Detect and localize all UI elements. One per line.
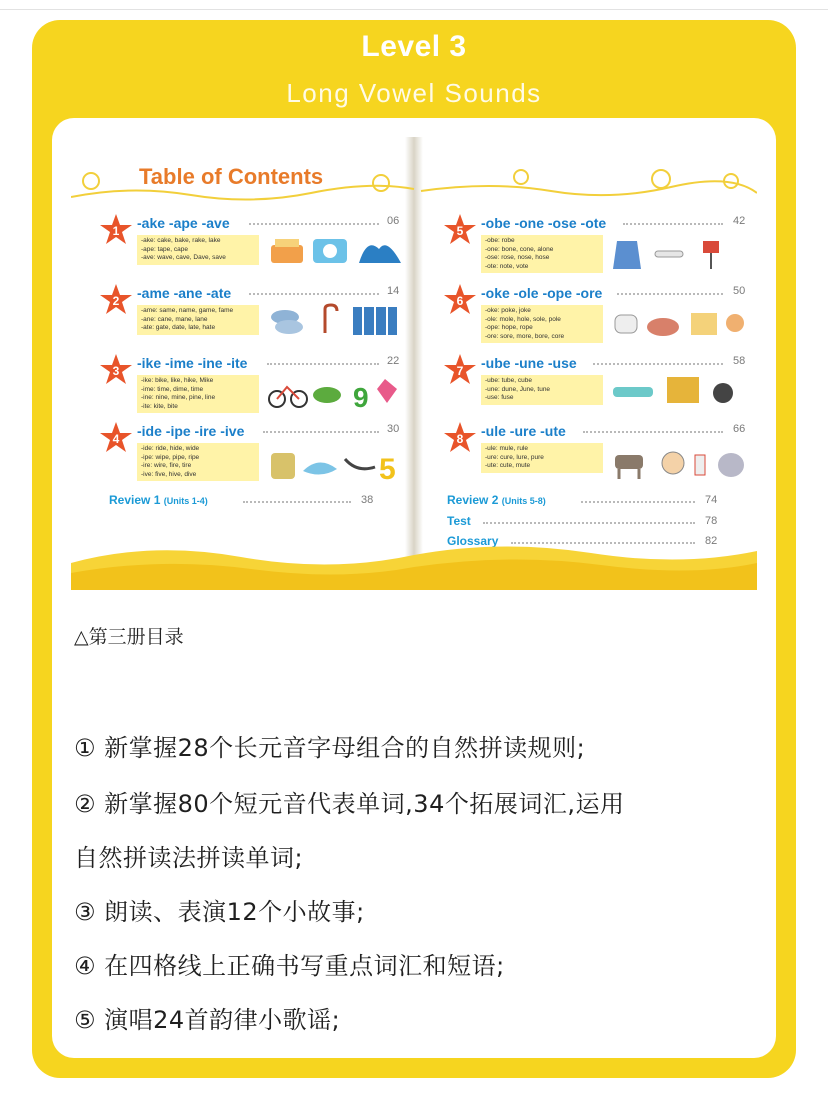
unit-star-icon — [443, 283, 477, 317]
word-box — [137, 375, 259, 413]
illustration-poke-mole-hope-sore — [611, 307, 751, 341]
goal-item-4: ④ 在四格线上正确书写重点词汇和短语; — [74, 952, 505, 980]
decorative-bottom-wave — [71, 537, 757, 590]
unit-number: 5 — [456, 224, 464, 238]
svg-text:5: 5 — [379, 453, 396, 481]
goal-item-2-continued: 自然拼读法拼读单词; — [74, 844, 304, 872]
unit-star-icon — [443, 213, 477, 247]
illustration-robe-bone-note — [611, 237, 751, 271]
word-line: -ive: five, hive, dive — [141, 470, 197, 478]
glossary-label: Glossary — [447, 534, 499, 548]
page-number: 38 — [361, 494, 374, 506]
word-box — [137, 235, 259, 265]
page-number: 78 — [705, 515, 718, 527]
page-number: 50 — [733, 285, 746, 297]
leader-dots — [581, 501, 695, 503]
leader-dots — [623, 223, 723, 225]
unit-number: 2 — [112, 294, 120, 308]
word-line: -ose: rose, nose, hose — [485, 254, 550, 261]
word-line: -ole: mole, hole, sole, pole — [485, 315, 561, 323]
unit-heading: -ike -ime -ine -ite — [137, 355, 248, 371]
page-number: 58 — [733, 355, 746, 367]
page-number: 14 — [387, 285, 400, 297]
unit-number: 1 — [112, 224, 120, 238]
top-divider — [0, 9, 828, 10]
word-line: -une: dune, June, tune — [485, 385, 551, 393]
page-number: 74 — [705, 494, 718, 506]
review-1 — [109, 493, 208, 507]
unit-heading: -ake -ape -ave — [137, 215, 230, 231]
goal-item-2: ② 新掌握80个短元音代表单词,34个拓展词汇,运用 — [74, 790, 625, 818]
level-subtitle: Long Vowel Sounds — [286, 78, 542, 108]
word-line: -ide: ride, hide, wide — [141, 445, 200, 452]
unit-star-icon — [443, 353, 477, 387]
word-line: -ime: time, dime, time — [141, 385, 204, 393]
word-line: -ope: hope, rope — [485, 324, 533, 331]
illustration-hide-wipe-wire-five — [267, 447, 407, 481]
word-box — [481, 443, 603, 473]
illustration-fish-cane-gate — [267, 303, 407, 337]
leader-dots — [249, 293, 379, 295]
unit-star-icon — [443, 421, 477, 455]
unit-number: 4 — [112, 432, 120, 446]
page-number: 06 — [387, 215, 400, 227]
leader-dots — [617, 293, 723, 295]
word-line: -ite: kite, bite — [141, 402, 178, 410]
word-line: -use: fuse — [485, 394, 514, 401]
unit-heading: -oke -ole -ope -ore — [481, 285, 603, 301]
toc-title: Table of Contents — [139, 164, 324, 189]
word-line: -one: bone, cone, alone — [485, 245, 554, 253]
word-line: -ame: same, name, game, fame — [141, 307, 234, 314]
illustration-mule-cure-cute — [611, 445, 751, 479]
page-number: 66 — [733, 423, 746, 435]
word-line: -ipe: wipe, pipe, ripe — [141, 453, 200, 461]
word-line: -ore: sore, more, bore, core — [485, 332, 565, 340]
review-label: Review 2 — [447, 493, 499, 507]
word-line: -ape: tape, cape — [141, 245, 188, 253]
word-line: -ire: wire, fire, tire — [141, 462, 192, 469]
leader-dots — [249, 223, 379, 225]
word-box — [137, 305, 259, 335]
unit-heading: -ube -une -use — [481, 355, 577, 371]
unit-star-icon — [99, 213, 133, 247]
level-title: Level 3 — [361, 30, 467, 63]
word-line: -ule: mule, rule — [485, 445, 528, 452]
unit-heading: -ule -ure -ute — [481, 423, 566, 439]
word-line: -ane: cane, mane, lane — [141, 315, 208, 323]
illustration-cake-tape-wave — [267, 233, 407, 267]
review-2 — [447, 493, 546, 507]
unit-star-icon — [99, 353, 133, 387]
unit-heading: -ame -ane -ate — [137, 285, 232, 301]
word-box — [481, 305, 603, 343]
unit-star-icon — [99, 283, 133, 317]
leader-dots — [267, 363, 379, 365]
unit-number: 7 — [456, 364, 464, 378]
review-range: (Units 1-4) — [163, 496, 208, 506]
unit-star-icon — [99, 421, 133, 455]
word-line: -ake: cake, bake, rake, lake — [141, 237, 221, 244]
word-line: -ute: cute, mute — [485, 462, 531, 469]
test-label: Test — [447, 514, 471, 528]
review-label: Review 1 — [109, 493, 161, 507]
word-line: -ike: bike, like, hike, Mike — [141, 377, 214, 384]
word-line: -ote: note, vote — [485, 262, 529, 270]
word-line: -ube: tube, cube — [485, 377, 532, 384]
test-entry — [447, 514, 471, 528]
word-box — [137, 443, 259, 481]
page-number: 82 — [705, 535, 718, 547]
leader-dots — [583, 431, 723, 433]
illustration-bike-lime-nine-kite — [267, 377, 407, 411]
unit-number: 6 — [456, 294, 464, 308]
page-number: 42 — [733, 215, 746, 227]
illustration-tube-dune-fuse — [611, 373, 751, 407]
word-line: -ine: nine, mine, pine, line — [141, 394, 216, 401]
leader-dots — [593, 363, 723, 365]
unit-heading: -obe -one -ose -ote — [481, 215, 607, 231]
word-line: -ave: wave, cave, Dave, save — [141, 254, 226, 261]
goal-item-3: ③ 朗读、表演12个小故事; — [74, 898, 365, 926]
book-photo — [71, 137, 757, 590]
goal-item-5: ⑤ 演唱24首韵律小歌谣; — [74, 1006, 341, 1034]
word-line: -oke: poke, joke — [485, 307, 531, 314]
word-line: -ate: gate, date, late, hate — [141, 324, 216, 331]
svg-text:9: 9 — [353, 382, 369, 411]
image-caption: △第三册目录 — [74, 626, 184, 648]
leader-dots — [483, 522, 695, 524]
word-line: -obe: robe — [485, 237, 515, 244]
leader-dots — [243, 501, 351, 503]
unit-number: 3 — [112, 364, 120, 378]
review-range: (Units 5-8) — [501, 496, 546, 506]
unit-number: 8 — [456, 432, 464, 446]
goal-item-1: ① 新掌握28个长元音字母组合的自然拼读规则; — [74, 734, 586, 762]
page-number: 22 — [387, 355, 400, 367]
unit-heading: -ide -ipe -ire -ive — [137, 423, 245, 439]
page-number: 30 — [387, 423, 400, 435]
leader-dots — [263, 431, 379, 433]
word-box — [481, 375, 603, 405]
word-box — [481, 235, 603, 273]
word-line: -ure: cure, lure, pure — [485, 453, 544, 461]
